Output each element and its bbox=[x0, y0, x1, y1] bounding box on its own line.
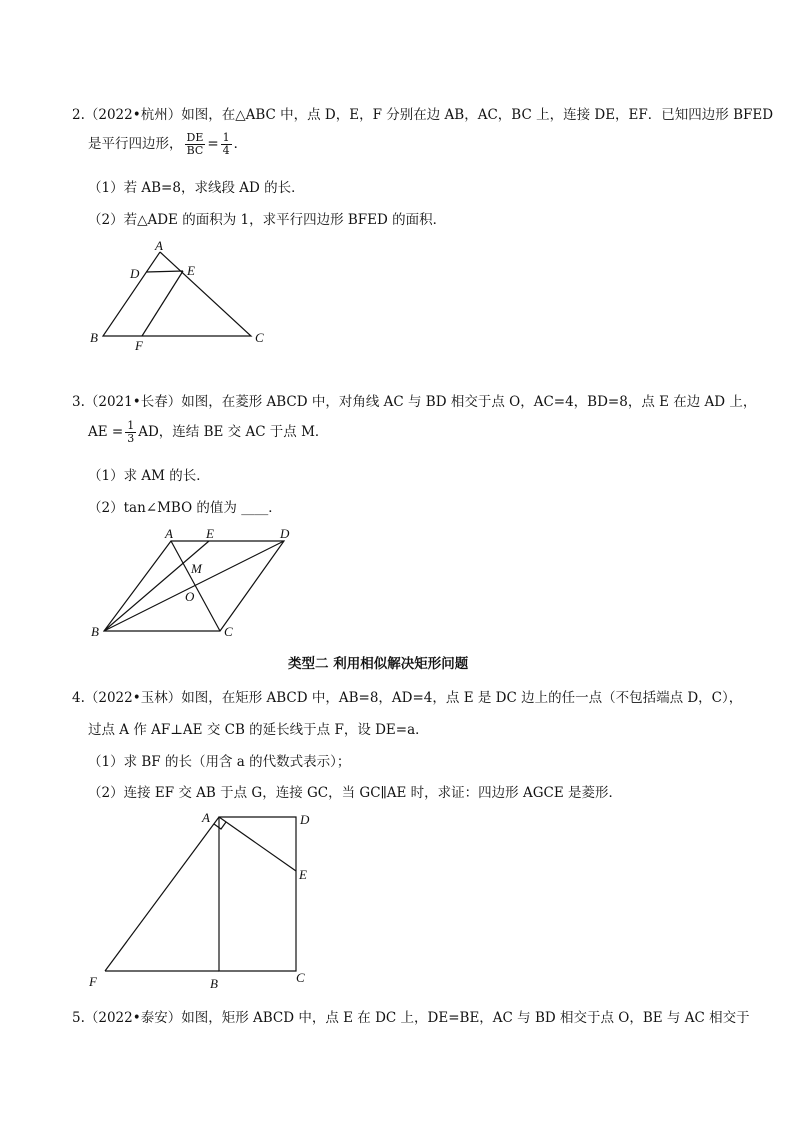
label-b: B bbox=[90, 330, 98, 345]
text-segment: AD，连结 BE 交 AC 于点 M． bbox=[138, 424, 329, 440]
frac-den: BC bbox=[186, 144, 204, 157]
problem-4-line-1: 4.（2022•玉林）如图，在矩形 ABCD 中，AB=8，AD=4，点 E 是 DC 边上的任一点（不包括端点 D，C）， bbox=[72, 690, 743, 706]
segment-af bbox=[105, 817, 219, 971]
label-c: C bbox=[255, 330, 264, 345]
text-segment: 是平行四边形， bbox=[88, 136, 183, 152]
problem-4-question-2: （2）连接 EF 交 AB 于点 G，连接 GC，当 GC∥AE 时，求证：四边形 AGCE 是菱形． bbox=[88, 785, 622, 801]
frac-num: 1 bbox=[222, 131, 230, 144]
problem-2-line-1: 2.（2022•杭州）如图，在△ABC 中，点 D，E，F 分别在边 AB，AC，BC 上，连接 DE，EF．已知四边形 BFED bbox=[72, 107, 774, 123]
problem-5-line-1: 5.（2022•泰安）如图，矩形 ABCD 中，点 E 在 DC 上，DE=BE，AC 与 BD 相交于点 O，BE 与 AC 相交于 bbox=[72, 1010, 750, 1026]
problem-3-line-1: 3.（2021•长春）如图，在菱形 ABCD 中，对角线 AC 与 BD 相交于点 O，AC=4，BD=8，点 E 在边 AD 上， bbox=[72, 394, 757, 410]
rectangle-abcd bbox=[219, 817, 296, 971]
frac-den: 3 bbox=[127, 432, 135, 445]
section-title: 类型二 利用相似解决矩形问题 bbox=[288, 656, 469, 672]
label-m: M bbox=[191, 561, 202, 576]
text-segment: AE = bbox=[88, 424, 124, 440]
frac-num: 1 bbox=[127, 419, 135, 432]
frac-den: 4 bbox=[222, 144, 230, 157]
label-e: E bbox=[299, 867, 307, 882]
label-a: A bbox=[202, 810, 210, 825]
segment-ae bbox=[219, 817, 296, 871]
label-e: E bbox=[187, 263, 195, 278]
label-a: A bbox=[155, 238, 163, 253]
frac-num: DE bbox=[186, 131, 204, 144]
label-d: D bbox=[280, 526, 290, 541]
problem-2-question-1: （1）若 AB=8，求线段 AD 的长． bbox=[88, 180, 305, 196]
label-d: D bbox=[130, 266, 140, 281]
problem-4-line-2: 过点 A 作 AF⊥AE 交 CB 的延长线于点 F，设 DE=a． bbox=[88, 722, 429, 738]
label-f: F bbox=[89, 974, 97, 989]
problem-3-question-2: （2）tan∠MBO 的值为 ____． bbox=[88, 500, 282, 516]
problem-2-question-2: （2）若△ADE 的面积为 1，求平行四边形 BFED 的面积． bbox=[88, 212, 447, 228]
right-angle-mark bbox=[214, 822, 226, 829]
text-segment: ． bbox=[233, 136, 248, 152]
problem-4-question-1: （1）求 BF 的长（用含 a 的代数式表示）； bbox=[88, 754, 351, 770]
label-b: B bbox=[91, 624, 99, 639]
label-b: B bbox=[210, 976, 218, 991]
label-f: F bbox=[135, 338, 143, 353]
problem-3-question-1: （1）求 AM 的长． bbox=[88, 468, 210, 484]
label-c: C bbox=[296, 970, 305, 985]
label-a: A bbox=[165, 526, 173, 541]
label-d: D bbox=[300, 812, 310, 827]
label-o: O bbox=[185, 589, 195, 604]
equals-sign: = bbox=[207, 136, 219, 152]
label-c: C bbox=[224, 624, 233, 639]
label-e: E bbox=[206, 526, 214, 541]
